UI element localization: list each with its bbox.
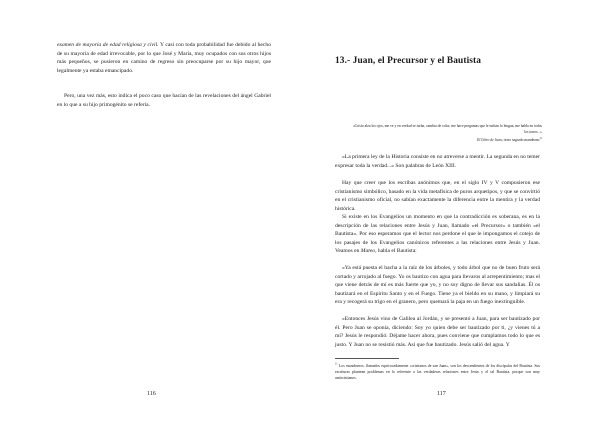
footnote — [335, 364, 540, 381]
footnote-number: 11 — [335, 362, 338, 366]
footnote-text-a: Los — [337, 364, 346, 368]
right-page-number: 117 — [437, 391, 446, 397]
right-paragraph-1: «La primera ley de la Historia consiste en no atreverse a mentir. La segunda en no temer expresar toda la verdad...» Son palabras de León XIII. — [335, 154, 540, 169]
left-paragraph-1-emphasis: examen de mayoría de edad religiosa y civil. — [57, 42, 159, 48]
epigraph-note-marker: 11 — [539, 136, 542, 140]
right-paragraph-3 — [335, 213, 540, 256]
epigraph-author: El Libro de Juan, — [477, 138, 503, 142]
left-paragraph-1-text: Y casi con toda probabilidad fue debido al hecho de su mayoría de edad irrevocable, por lo que José y María, muy ocupados con sus otros hijos más pequeños, se pusieron en camino de regreso sin preocuparse por su hijo mayor, que legalmente ya estaba emancipado. — [57, 42, 271, 74]
left-paragraph-2: Pero, una vez más, esto indica el poco caso que hacían de las revelaciones del ángel Gabriel en lo que a su hijo primogénito se refería. — [57, 93, 271, 108]
right-paragraph-3-text-a: Si existe en los Evangelios un momento en que la contradicción es soberana, es en la descripción de las relaciones entre Jesús y Juan, llamado «el Precursor» o también «el Bautista». Por eso esperamos que el lector nos perdone el que le impongamos el cotejo de los pasajes de los Evangelios canónicos referentes a las relaciones entre Jesús y Juan. Veamos en — [335, 214, 540, 255]
right-paragraph-5: »Entonces Jesús vino de Galilea al Jordán, y se presentó a Juan, para ser bautizado por él. Pero Juan se oponía, diciendo: Soy yo quien debe ser bautizado por ti, ¿y vienes tú a mí? Jesús le respondió: Déjame hacer ahora, pues conviene que cumplamos todo lo que es justo. Y Juan no se resistió más. Así que fue bautizado. Jesús salió del agua. Y — [335, 316, 540, 348]
footnote-text-b: . llamados equivocadamente «cristianos de san Juan», son los descendientes de los discípulos del Bautista. Sus escrituras plantean problemas en lo referente a las verdaderas relaciones entre Jesús y el tal Bautista, porque son muy anticristianos. — [335, 364, 540, 380]
footnote-divider — [335, 358, 399, 359]
footnote-emphasis: mandeanos — [345, 364, 364, 368]
right-paragraph-3-text-b: , habla el Bautista: — [375, 248, 417, 255]
epigraph-rest: texto sagrado mandeano — [502, 138, 540, 142]
epigraph-source — [380, 138, 542, 144]
right-paragraph-4: «Ya está puesta el hacha a la raíz de los árboles, y todo árbol que no de buen fruto será cortado y arrojado al fuego. Yo os bautizo con agua para llevaros al arrepentimiento; mas el que viene detrás de mí es más fuerte que yo, y no soy digno de llevar sus sandalias. Él os bautizará en el Espíritu Santo y en el Fuego. Tiene ya el bieldo en su mano, y limpiará su era y recogerá su trigo en el granero, pero quemará la paja en un fuego inextinguible. — [335, 265, 540, 306]
chapter-title: 13.- Juan, el Precursor y el Bautista — [335, 56, 482, 66]
left-page-number: 116 — [147, 391, 156, 397]
right-paragraph-2: Hay que creer que los escribas anónimos que, en el siglo IV y V compusieron ese cristianismo simbólico, basado en la vida metafísica de puros arquetipos, y que se convirtió en el cristianismo oficial, no sabían exactamente la diferencia entre la mentira y la verdad histórica. — [335, 180, 540, 212]
epigraph-quote: «Cristo alza los ojos, me ve y en verdad se turba, cambia de color, me hace preguntas que le turban lo lengua, me habla en todos los tonos...» — [352, 124, 542, 134]
right-paragraph-3-emphasis: Mateo — [360, 248, 376, 255]
